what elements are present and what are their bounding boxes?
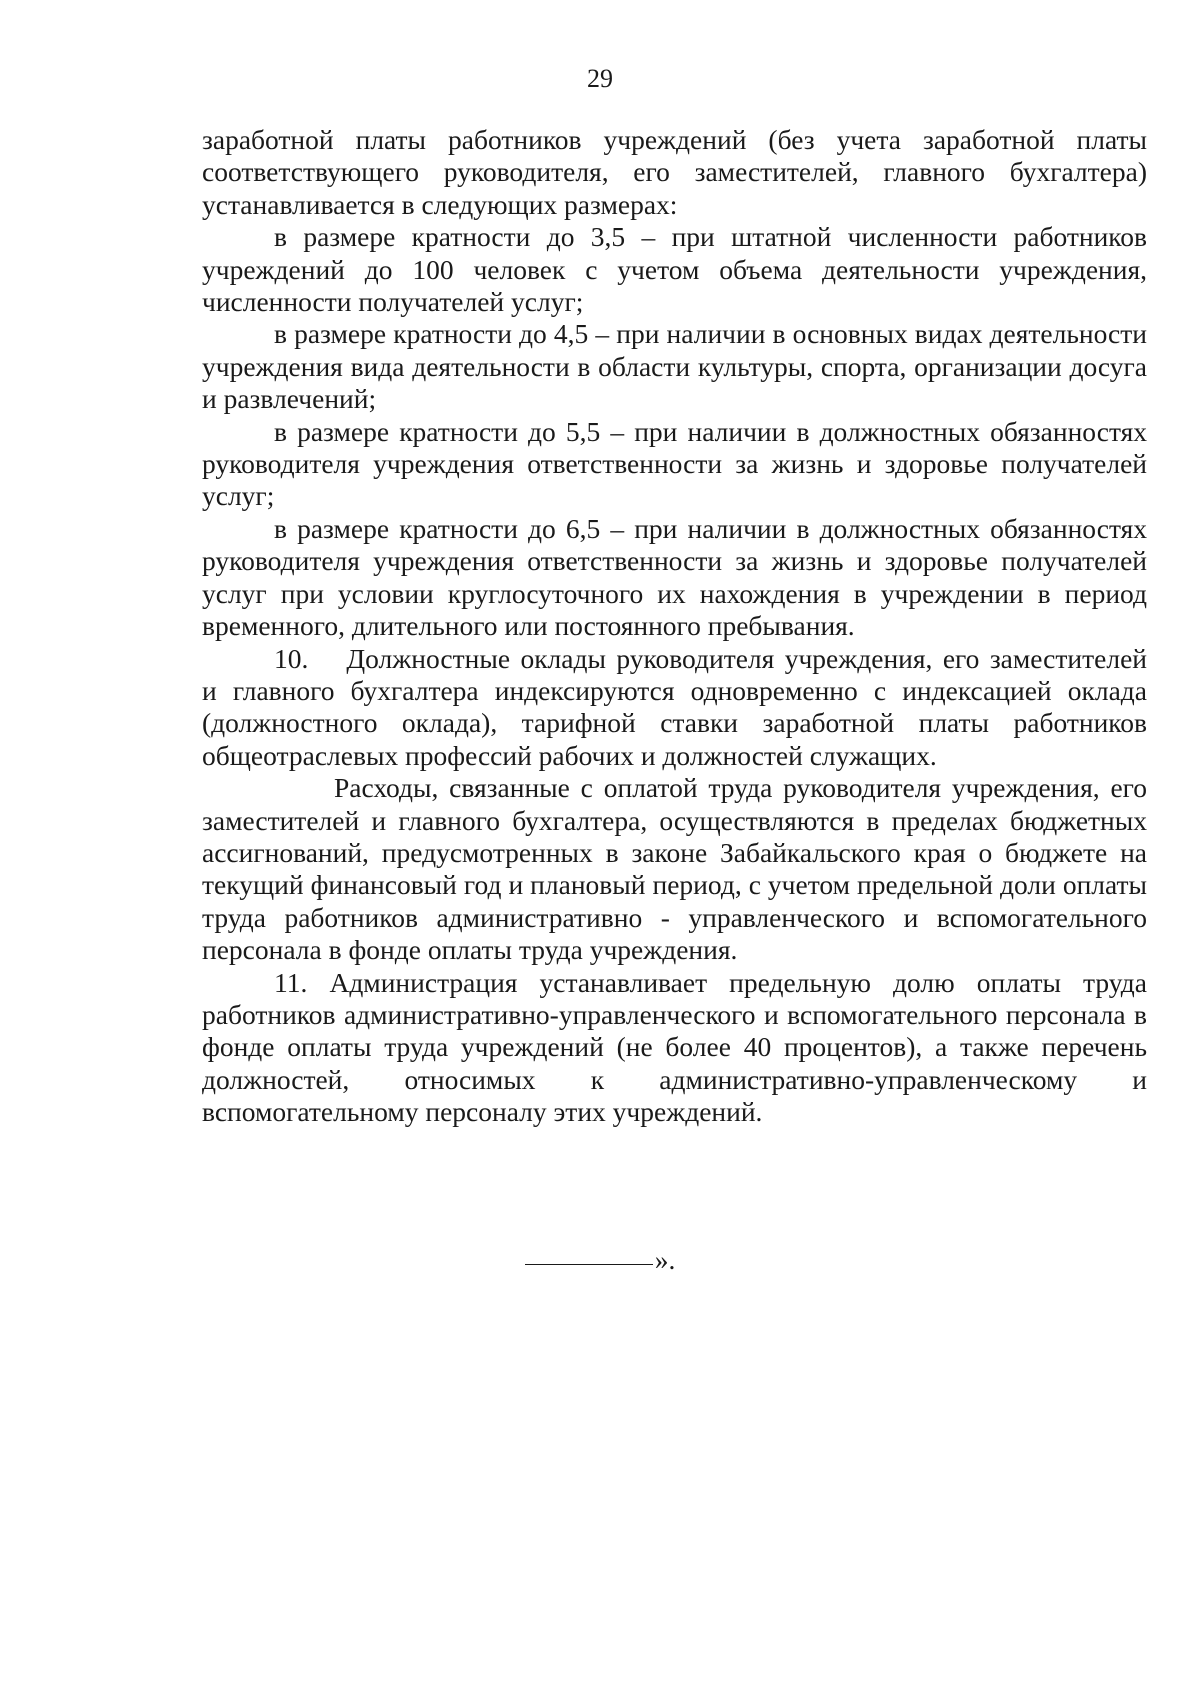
item-number-10: 10. bbox=[274, 642, 309, 674]
paragraph-multiplier-6-5: в размере кратности до 6,5 – при наличии в должностных обязанностях руководителя учреждения ответственности за жизнь и здоровье получателей услуг при условии круглосуточного их нахождения в учреждении в период временного, длительного или постоянного пребывания. bbox=[202, 512, 1147, 642]
item-10-text: Должностные оклады руководителя учреждения, его заместителей и главного бухгалтера индексируются одновременно с индексацией оклада (должностного оклада), тарифной ставки заработной платы работников общеотраслевых профессий рабочих и должностей служащих. bbox=[202, 642, 1147, 771]
closing-rule bbox=[525, 1264, 653, 1265]
paragraph-expenses: Расходы, связанные с оплатой труда руководителя учреждения, его заместителей и главного бухгалтера, осуществляются в пределах бюджетных ассигнований, предусмотренных в законе Забайкальского края о бюджете на текущий финансовый год и плановый период, с учетом предельной доли оплаты труда работников административно - управленческого и вспомогательного персонала в фонде оплаты труда учреждения. bbox=[202, 772, 1147, 966]
paragraph-item-11 bbox=[202, 967, 1147, 1129]
item-number-11: 11. bbox=[274, 966, 308, 998]
paragraph-multiplier-4-5: в размере кратности до 4,5 – при наличии в основных видах деятельности учреждения вида деятельности в области культуры, спорта, организации досуга и развлечений; bbox=[202, 318, 1147, 415]
paragraph-continuation: заработной платы работников учреждений (без учета заработной платы соответствующего руководителя, его заместителей, главного бухгалтера) устанавливается в следующих размерах: bbox=[202, 124, 1147, 220]
document-body bbox=[202, 124, 1147, 1129]
page-number: 29 bbox=[587, 64, 613, 93]
item-11-text: Администрация устанавливает предельную долю оплаты труда работников административно-управленческого и вспомогательного персонала в фонде оплаты труда учреждений (не более 40 процентов), а также перечень должностей, относимых к административно-управленческому и вспомогательному персоналу этих учреждений. bbox=[202, 966, 1148, 1128]
paragraph-item-10 bbox=[202, 643, 1147, 773]
paragraph-multiplier-5-5: в размере кратности до 5,5 – при наличии в должностных обязанностях руководителя учреждения ответственности за жизнь и здоровье получателей услуг; bbox=[202, 415, 1147, 512]
closing-mark bbox=[0, 1244, 1200, 1276]
closing-quote: ». bbox=[654, 1244, 676, 1275]
paragraph-multiplier-3-5: в размере кратности до 3,5 – при штатной численности работников учреждений до 100 человек с учетом объема деятельности учреждения, численности получателей услуг; bbox=[202, 221, 1147, 318]
